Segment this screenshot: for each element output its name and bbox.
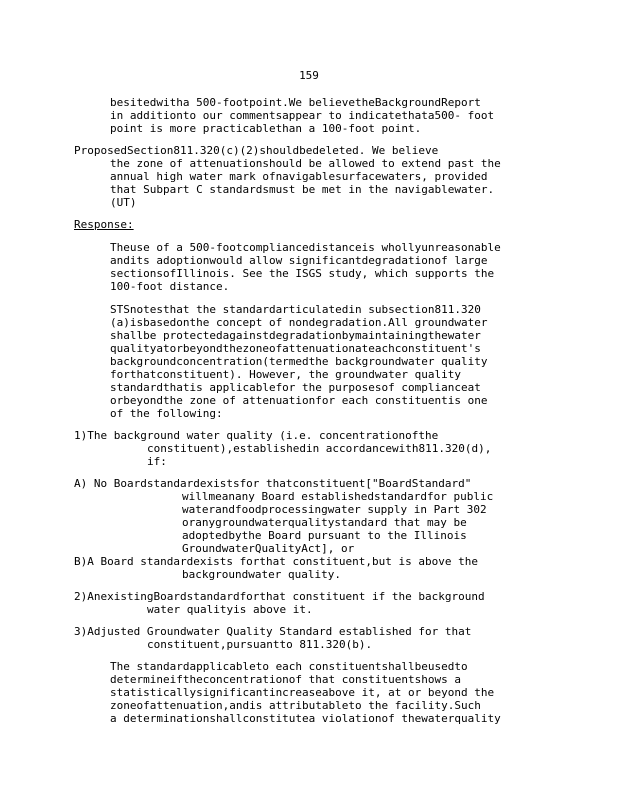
text-line: 3)Adjusted Groundwater Quality Standard established for that xyxy=(74,625,472,638)
text-line: (UT) xyxy=(110,196,137,209)
text-line: backgroundwater quality. xyxy=(182,568,341,581)
text-line: standardthatis applicablefor the purposesof complianceat xyxy=(110,381,481,394)
text-line: statisticallysignificantincreaseabove it, at or beyond the xyxy=(110,686,495,699)
text-line: STSnotesthat the standardarticulatedin subsection811.320 xyxy=(110,303,481,316)
text-line: forthatconstituent). However, the groundwater quality xyxy=(110,368,461,381)
text-line: constituent,pursuantto 811.320(b). xyxy=(147,638,373,651)
text-line: the zone of attenuationshould be allowed to extend past the xyxy=(110,157,501,170)
text-line: Response: xyxy=(74,218,134,231)
page-number: 159 xyxy=(299,69,319,82)
text-line: a determinationshallconstitutea violationof thewaterquality xyxy=(110,712,501,725)
text-line: ProposedSection811.320(c)(2)shouldbedeleted. We believe xyxy=(74,144,439,157)
text-line: adoptedbythe Board pursuant to the Illinois xyxy=(182,529,467,542)
text-line: A) No Boardstandardexistsfor thatconstituent["BoardStandard" xyxy=(74,477,472,490)
text-line: qualityatorbeyondthezoneofattenuationateachconstituent's xyxy=(110,342,481,355)
text-line: backgroundconcentration(termedthe backgroundwater quality xyxy=(110,355,488,368)
text-line: zoneofattenuation,andis attributableto the facility.Such xyxy=(110,699,481,712)
text-line: constituent),establishedin accordancewith811.320(d), xyxy=(147,442,492,455)
text-line: if: xyxy=(147,455,167,468)
text-line: that Subpart C standardsmust be met in the navigablewater. xyxy=(110,183,495,196)
text-line: water qualityis above it. xyxy=(147,603,313,616)
text-line: andits adoptionwould allow significantdegradationof large xyxy=(110,254,488,267)
text-line: 100-foot distance. xyxy=(110,280,230,293)
text-line: (a)isbasedonthe concept of nondegradation.All groundwater xyxy=(110,316,488,329)
text-line: willmeanany Board establishedstandardfor public xyxy=(182,490,494,503)
text-line: 1)The background water quality (i.e. concentrationofthe xyxy=(74,429,439,442)
text-line: B)A Board standardexists forthat constituent,but is above the xyxy=(74,555,478,568)
text-line: orbeyondthe zone of attenuationfor each constituentis one xyxy=(110,394,488,407)
text-line: waterandfoodprocessingwater supply in Part 302 xyxy=(182,503,487,516)
text-line: determineiftheconcentrationof that constituentshows a xyxy=(110,673,461,686)
text-line: GroundwaterQualityAct], or xyxy=(182,542,355,555)
text-line: annual high water mark ofnavigablesurfacewaters, provided xyxy=(110,170,488,183)
text-line: 2)AnexistingBoardstandardforthat constituent if the background xyxy=(74,590,485,603)
text-line: The standardapplicableto each constituentshallbeusedto xyxy=(110,660,468,673)
text-line: shallbe protectedagainstdegradationbymaintainingthewater xyxy=(110,329,481,342)
text-line: besitedwitha 500-footpoint.We believetheBackgroundReport xyxy=(110,96,481,109)
text-line: of the following: xyxy=(110,407,223,420)
text-line: sectionsofIllinois. See the ISGS study, which supports the xyxy=(110,267,495,280)
text-line: point is more practicablethan a 100-foot point. xyxy=(110,122,422,135)
text-line: in additionto our commentsappear to indicatethata500- foot xyxy=(110,109,495,122)
text-line: oranygroundwaterqualitystandard that may be xyxy=(182,516,467,529)
text-line: Theuse of a 500-footcompliancedistanceis whollyunreasonable xyxy=(110,241,501,254)
